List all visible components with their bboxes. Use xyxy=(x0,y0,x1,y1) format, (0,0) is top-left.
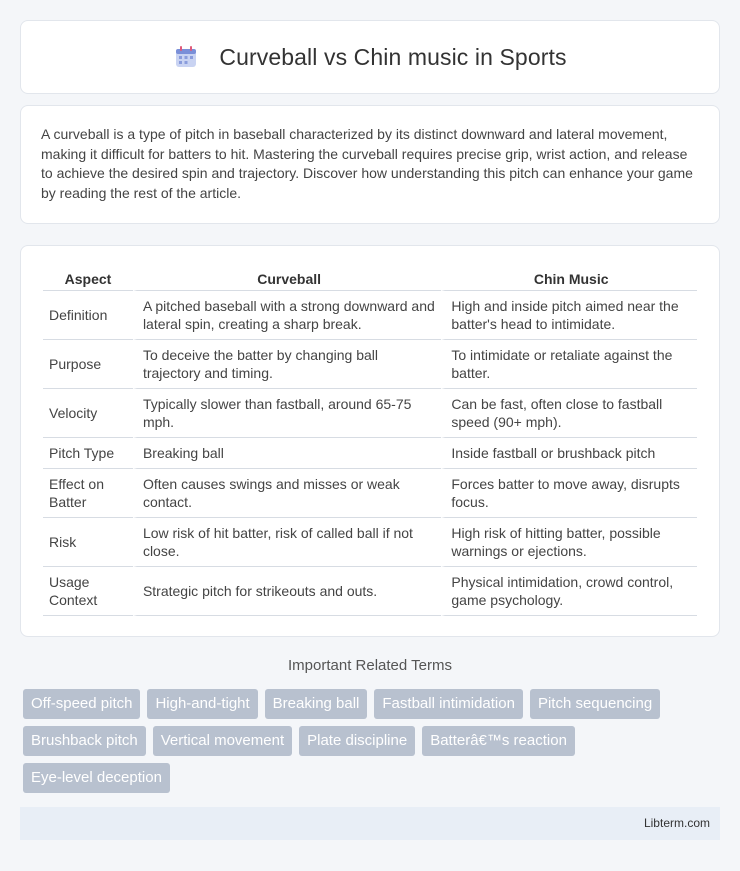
header-card xyxy=(20,20,720,94)
related-terms-heading: Important Related Terms xyxy=(288,657,452,674)
term-tag[interactable]: Batterâ€™s reaction xyxy=(422,726,575,756)
column-header: Curveball xyxy=(133,266,441,291)
chin-music-cell: Inside fastball or brushback pitch xyxy=(441,438,697,469)
term-tag[interactable]: Off-speed pitch xyxy=(23,689,140,719)
aspect-cell: Effect on Batter xyxy=(43,469,133,518)
intro-card xyxy=(20,105,720,224)
curveball-cell: Often causes swings and misses or weak contact. xyxy=(133,469,441,518)
aspect-cell: Risk xyxy=(43,518,133,567)
page-title: Curveball vs Chin music in Sports xyxy=(219,43,567,70)
footer-site-link[interactable]: Libterm.com xyxy=(643,816,710,830)
curveball-cell: Low risk of hit batter, risk of called ball if not close. xyxy=(133,518,441,567)
term-tag[interactable]: Plate discipline xyxy=(299,726,415,756)
curveball-cell: A pitched baseball with a strong downward and lateral spin, creating a sharp break. xyxy=(133,291,441,340)
column-header: Chin Music xyxy=(441,266,697,291)
column-header: Aspect xyxy=(43,266,133,291)
intro-text: A curveball is a type of pitch in baseball characterized by its distinct downward and lateral movement, making it difficult for batters to hit. Mastering the curveball requires precise grip, wrist action, and release to achieve the desired spin and trajectory. Discover how understanding this pitch can enhance your game by reading the rest of the article. xyxy=(41,126,693,201)
term-tag[interactable]: Fastball intimidation xyxy=(374,689,523,719)
table-row xyxy=(43,518,697,567)
curveball-cell: Breaking ball xyxy=(133,438,441,469)
table-header-row xyxy=(43,266,697,291)
term-tag[interactable]: Breaking ball xyxy=(265,689,368,719)
chin-music-cell: Forces batter to move away, disrupts focus. xyxy=(441,469,697,518)
chin-music-cell: Physical intimidation, crowd control, game psychology. xyxy=(441,567,697,616)
aspect-cell: Velocity xyxy=(43,389,133,438)
term-tag[interactable]: Brushback pitch xyxy=(23,726,146,756)
aspect-cell: Definition xyxy=(43,291,133,340)
footer xyxy=(20,807,720,840)
term-tag[interactable]: Pitch sequencing xyxy=(530,689,660,719)
term-tag[interactable]: Vertical movement xyxy=(153,726,292,756)
term-tag[interactable]: Eye-level deception xyxy=(23,763,170,793)
chin-music-cell: To intimidate or retaliate against the batter. xyxy=(441,340,697,389)
table-row xyxy=(43,469,697,518)
table-row xyxy=(43,291,697,340)
related-terms-list xyxy=(23,689,723,793)
curveball-cell: To deceive the batter by changing ball trajectory and timing. xyxy=(133,340,441,389)
table-row xyxy=(43,389,697,438)
aspect-cell: Purpose xyxy=(43,340,133,389)
chin-music-cell: High and inside pitch aimed near the batter's head to intimidate. xyxy=(441,291,697,340)
table-row xyxy=(43,567,697,616)
table-row xyxy=(43,438,697,469)
aspect-cell: Pitch Type xyxy=(43,438,133,469)
calendar-icon xyxy=(173,44,199,70)
comparison-table xyxy=(43,266,697,616)
term-tag[interactable]: High-and-tight xyxy=(147,689,257,719)
chin-music-cell: Can be fast, often close to fastball speed (90+ mph). xyxy=(441,389,697,438)
chin-music-cell: High risk of hitting batter, possible warnings or ejections. xyxy=(441,518,697,567)
aspect-cell: Usage Context xyxy=(43,567,133,616)
comparison-table-card xyxy=(20,245,720,637)
curveball-cell: Typically slower than fastball, around 65-75 mph. xyxy=(133,389,441,438)
curveball-cell: Strategic pitch for strikeouts and outs. xyxy=(133,567,441,616)
table-row xyxy=(43,340,697,389)
